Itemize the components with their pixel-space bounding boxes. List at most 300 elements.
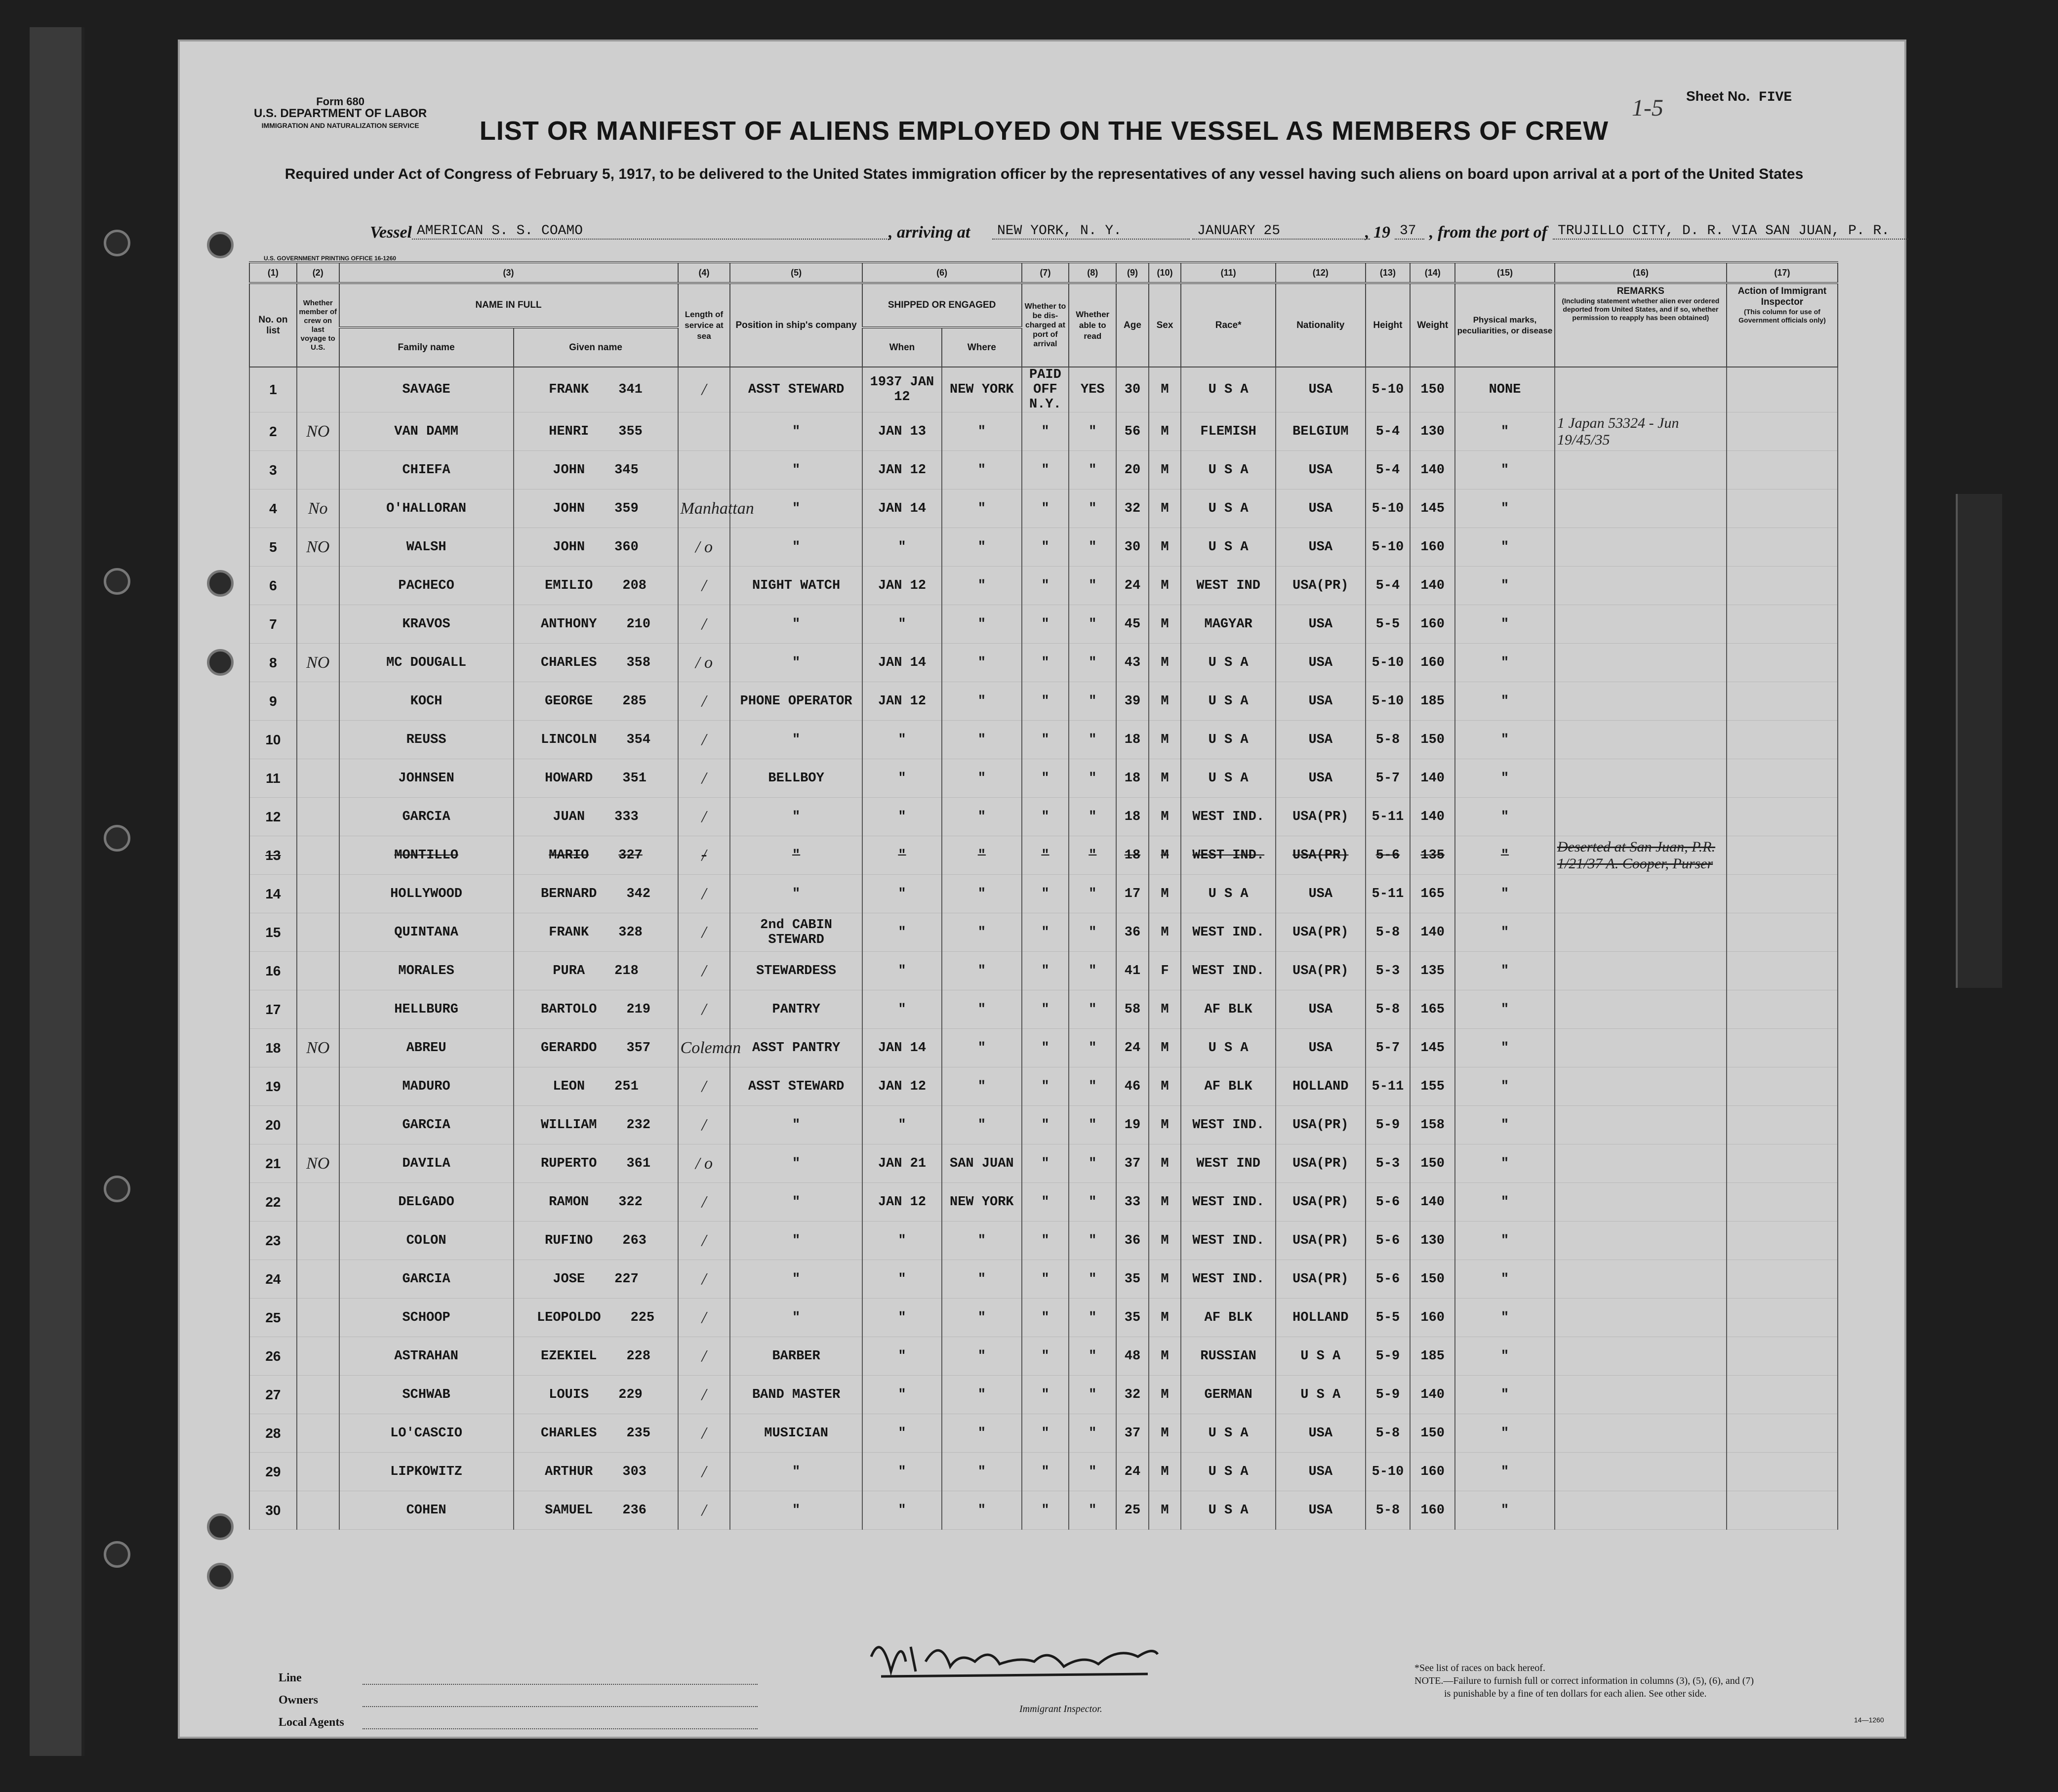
sex-cell: M [1149,1414,1181,1453]
read-cell: " [1069,1260,1116,1299]
last-voyage-cell [297,1067,339,1106]
header-when: When [862,327,942,367]
row-number: 3 [249,451,297,489]
height-cell: 5-6 [1366,836,1411,875]
given-name: BERNARD [541,886,597,901]
weight-cell: 140 [1410,759,1455,798]
header-nationality: Nationality [1276,283,1366,367]
arriving-label: , arriving at [888,223,970,242]
shipped-when-cell: JAN 14 [862,489,942,528]
crew-number: 263 [622,1233,646,1248]
age-cell: 19 [1116,1106,1149,1144]
family-name-cell: PACHECO [339,567,514,605]
discharge-cell: PAID OFF N.Y. [1022,367,1069,412]
shipped-where-cell: " [942,759,1021,798]
last-voyage-cell [297,567,339,605]
discharge-cell: " [1022,1453,1069,1491]
shipped-where-cell: " [942,798,1021,836]
family-name-cell: VAN DAMM [339,412,514,451]
footer-notes [1414,1662,1754,1700]
shipped-when-cell: " [862,1491,942,1530]
table-row [249,567,1838,605]
position-cell: " [730,528,862,567]
inspector-cell [1727,644,1838,682]
remarks-cell [1555,367,1727,412]
nationality-cell: USA [1276,528,1366,567]
table-row [249,367,1838,412]
read-cell: " [1069,798,1116,836]
crew-number: 219 [626,1002,651,1017]
crew-number: 358 [626,655,651,670]
given-name-cell [514,913,678,952]
row-number: 27 [249,1376,297,1414]
inspector-cell [1727,836,1838,875]
family-name-cell: KOCH [339,682,514,721]
read-cell: " [1069,1067,1116,1106]
age-cell: 35 [1116,1299,1149,1337]
given-name: EMILIO [545,578,593,593]
age-cell: 20 [1116,451,1149,489]
height-cell: 5-10 [1366,367,1411,412]
agents-label: Local Agents [279,1716,344,1729]
age-cell: 56 [1116,412,1149,451]
race-cell: U S A [1181,367,1276,412]
col-num: (16) [1555,262,1727,283]
crew-number: 357 [626,1040,651,1056]
table-row [249,798,1838,836]
sex-cell: M [1149,644,1181,682]
inspector-signature [861,1627,1168,1686]
race-cell: WEST IND. [1181,1183,1276,1222]
position-cell: ASST PANTRY [730,1029,862,1067]
sex-cell: M [1149,1376,1181,1414]
family-name-cell: GARCIA [339,798,514,836]
sheet-label: Sheet No. [1686,88,1750,104]
header-sex: Sex [1149,283,1181,367]
position-cell: NIGHT WATCH [730,567,862,605]
weight-cell: 140 [1410,1376,1455,1414]
last-voyage-cell [297,605,339,644]
service-cell: / [678,990,730,1029]
given-name: JOHN [553,501,585,516]
remarks-cell [1555,682,1727,721]
last-voyage-cell: NO [297,528,339,567]
family-name-cell: HELLBURG [339,990,514,1029]
read-cell: " [1069,1183,1116,1222]
physical-cell: " [1455,489,1555,528]
last-voyage-cell: No [297,489,339,528]
height-cell: 5-6 [1366,1222,1411,1260]
sex-cell: M [1149,1260,1181,1299]
given-name: LEOPOLDO [536,1310,601,1325]
shipped-when-cell: JAN 13 [862,412,942,451]
given-name: RUFINO [545,1233,593,1248]
age-cell: 18 [1116,836,1149,875]
table-row [249,644,1838,682]
crew-number: 355 [618,424,643,439]
age-cell: 30 [1116,367,1149,412]
physical-cell: " [1455,1453,1555,1491]
discharge-cell: " [1022,1376,1069,1414]
age-cell: 39 [1116,682,1149,721]
service-cell: / [678,1222,730,1260]
shipped-when-cell: " [862,952,942,990]
sheet-number [1632,88,1792,121]
row-number: 23 [249,1222,297,1260]
last-voyage-cell [297,1414,339,1453]
shipped-when-cell: " [862,1376,942,1414]
remarks-cell [1555,1067,1727,1106]
weight-cell: 160 [1410,528,1455,567]
discharge-cell: " [1022,451,1069,489]
position-cell: " [730,1183,862,1222]
last-voyage-cell [297,990,339,1029]
row-number: 17 [249,990,297,1029]
physical-cell: " [1455,1414,1555,1453]
row-number: 30 [249,1491,297,1530]
col-num: (9) [1116,262,1149,283]
inspector-cell [1727,682,1838,721]
position-cell: " [730,644,862,682]
sex-cell: M [1149,1029,1181,1067]
crew-number: 327 [618,848,643,863]
weight-cell: 150 [1410,367,1455,412]
shipped-when-cell: " [862,798,942,836]
height-cell: 5-3 [1366,952,1411,990]
sheet-handwritten-mark: 1-5 [1632,95,1663,121]
race-cell: AF BLK [1181,990,1276,1029]
row-number: 1 [249,367,297,412]
position-cell: " [730,1453,862,1491]
given-name-cell [514,1453,678,1491]
col-num: (10) [1149,262,1181,283]
header-shipped-engaged: SHIPPED OR ENGAGED [862,283,1022,327]
position-cell: PHONE OPERATOR [730,682,862,721]
given-name-cell [514,952,678,990]
race-cell: WEST IND. [1181,1222,1276,1260]
weight-cell: 165 [1410,875,1455,913]
col-num: (3) [339,262,678,283]
read-cell: " [1069,412,1116,451]
shipped-when-cell: JAN 14 [862,644,942,682]
crew-number: 345 [614,462,639,478]
shipped-when-cell: " [862,605,942,644]
crew-number: 227 [614,1271,639,1287]
col-num: (8) [1069,262,1116,283]
service-cell: / [678,1106,730,1144]
weight-cell: 155 [1410,1067,1455,1106]
table-row [249,990,1838,1029]
position-cell: 2nd CABIN STEWARD [730,913,862,952]
given-name: GERARDO [541,1040,597,1056]
service-cell: / [678,913,730,952]
height-cell: 5-8 [1366,1414,1411,1453]
nationality-cell: U S A [1276,1337,1366,1376]
table-row [249,451,1838,489]
nationality-cell: USA(PR) [1276,1222,1366,1260]
punch-hole [104,230,130,256]
last-voyage-cell [297,836,339,875]
race-cell: WEST IND. [1181,798,1276,836]
crew-number: 303 [622,1464,646,1479]
inspector-cell [1727,412,1838,451]
service-cell: / [678,836,730,875]
height-cell: 5-4 [1366,567,1411,605]
punch-hole [104,1541,130,1568]
physical-cell: " [1455,528,1555,567]
crew-number: 251 [614,1079,639,1094]
inspector-cell [1727,1260,1838,1299]
header-discharged: Whether to be dis-charged at port of arrival [1022,283,1069,367]
physical-cell: " [1455,1376,1555,1414]
header-length-service: Length of service at sea [678,283,730,367]
discharge-cell: " [1022,836,1069,875]
shipped-when-cell: JAN 12 [862,682,942,721]
race-cell: U S A [1181,644,1276,682]
inspector-cell [1727,605,1838,644]
position-cell: " [730,875,862,913]
position-cell: " [730,1299,862,1337]
row-number: 13 [249,836,297,875]
race-cell: FLEMISH [1181,412,1276,451]
weight-cell: 185 [1410,682,1455,721]
sex-cell: M [1149,1144,1181,1183]
age-cell: 48 [1116,1337,1149,1376]
position-cell: " [730,1106,862,1144]
race-cell: U S A [1181,1491,1276,1530]
read-cell: " [1069,1376,1116,1414]
family-name-cell: GARCIA [339,1106,514,1144]
discharge-cell: " [1022,1260,1069,1299]
inspector-label: Immigrant Inspector. [1019,1704,1102,1714]
family-name-cell: SCHOOP [339,1299,514,1337]
shipped-where-cell: " [942,1260,1021,1299]
sex-cell: M [1149,1299,1181,1337]
table-row [249,1029,1838,1067]
given-name: GEORGE [545,693,593,709]
height-cell: 5-11 [1366,798,1411,836]
given-name-cell [514,836,678,875]
nationality-cell: USA(PR) [1276,952,1366,990]
shipped-where-cell: " [942,451,1021,489]
last-voyage-cell [297,759,339,798]
last-voyage-cell [297,1106,339,1144]
position-cell: BARBER [730,1337,862,1376]
punch-hole [207,649,234,676]
action-title: Action of Immigrant Inspector [1737,286,1827,307]
position-cell: " [730,412,862,451]
punch-hole [104,1176,130,1202]
inspector-cell [1727,952,1838,990]
row-number: 28 [249,1414,297,1453]
inspector-cell [1727,1067,1838,1106]
row-number: 22 [249,1183,297,1222]
nationality-cell: USA [1276,875,1366,913]
header-inspector-action [1727,283,1838,367]
table-row [249,682,1838,721]
row-number: 10 [249,721,297,759]
height-cell: 5-8 [1366,721,1411,759]
sex-cell: M [1149,875,1181,913]
table-row [249,1376,1838,1414]
header-position: Position in ship's company [730,283,862,367]
race-cell: MAGYAR [1181,605,1276,644]
crew-number: 235 [626,1425,651,1441]
given-name-cell [514,1106,678,1144]
service-cell: / [678,682,730,721]
row-number: 20 [249,1106,297,1144]
shipped-where-cell: " [942,1453,1021,1491]
remarks-cell [1555,489,1727,528]
last-voyage-cell [297,1183,339,1222]
row-number: 26 [249,1337,297,1376]
header-given-name: Given name [514,327,678,367]
read-cell: " [1069,605,1116,644]
service-cell: / [678,1376,730,1414]
height-cell: 5-8 [1366,1491,1411,1530]
family-name-cell: CHIEFA [339,451,514,489]
sex-cell: M [1149,721,1181,759]
service-name: IMMIGRATION AND NATURALIZATION SERVICE [261,122,419,129]
crew-number: 354 [626,732,651,747]
header-able-to-read: Whether able to read [1069,283,1116,367]
header-last-voyage: Whether member of crew on last voyage to U.S. [297,283,339,367]
read-cell: " [1069,1106,1116,1144]
position-cell: " [730,1222,862,1260]
table-row [249,1299,1838,1337]
col-num: (2) [297,262,339,283]
binder-strip [30,27,84,1756]
crew-number: 228 [626,1348,651,1364]
family-name-cell: COHEN [339,1491,514,1530]
nationality-cell: USA [1276,1414,1366,1453]
given-name-cell [514,644,678,682]
read-cell: " [1069,1491,1116,1530]
inspector-cell [1727,1222,1838,1260]
family-name-cell: MADURO [339,1067,514,1106]
row-number: 15 [249,913,297,952]
col-num: (17) [1727,262,1838,283]
weight-cell: 145 [1410,1029,1455,1067]
footer-section [180,1617,1908,1731]
remarks-cell: Deserted at San Juan, P.R. 1/21/37 A. Cooper, Purser [1555,836,1727,875]
inspector-cell [1727,1029,1838,1067]
punch-hole [104,825,130,852]
nationality-cell: USA(PR) [1276,1106,1366,1144]
weight-cell: 160 [1410,1491,1455,1530]
discharge-cell: " [1022,1144,1069,1183]
remarks-cell [1555,1414,1727,1453]
col-num: (5) [730,262,862,283]
service-cell: Manhattan [678,489,730,528]
given-name-cell [514,1414,678,1453]
family-name-cell: GARCIA [339,1260,514,1299]
height-cell: 5-9 [1366,1106,1411,1144]
given-name: WILLIAM [541,1117,597,1133]
physical-cell: " [1455,605,1555,644]
sex-cell: M [1149,836,1181,875]
shipped-where-cell: " [942,990,1021,1029]
given-name: MARIO [549,848,589,863]
shipped-when-cell: " [862,759,942,798]
remarks-cell [1555,721,1727,759]
remarks-cell [1555,1183,1727,1222]
service-cell: / o [678,528,730,567]
physical-cell: " [1455,1106,1555,1144]
position-cell: MUSICIAN [730,1414,862,1453]
sex-cell: M [1149,451,1181,489]
position-cell: STEWARDESS [730,952,862,990]
remarks-title: REMARKS [1616,286,1664,296]
remarks-cell [1555,952,1727,990]
crew-number: 341 [618,382,643,397]
physical-cell: " [1455,1067,1555,1106]
given-name: HENRI [549,424,589,439]
given-name-cell [514,1067,678,1106]
height-cell: 5-5 [1366,605,1411,644]
nationality-cell: HOLLAND [1276,1299,1366,1337]
nationality-cell: USA [1276,367,1366,412]
read-cell: " [1069,836,1116,875]
physical-cell: " [1455,952,1555,990]
given-name-cell [514,412,678,451]
given-name-cell [514,759,678,798]
discharge-cell: " [1022,489,1069,528]
col-num: (1) [249,262,297,283]
sex-cell: M [1149,567,1181,605]
shipped-when-cell: " [862,528,942,567]
nationality-cell: USA [1276,721,1366,759]
given-name: CHARLES [541,1425,597,1441]
crew-manifest-table [249,261,1838,1530]
printing-office-note: U.S. GOVERNMENT PRINTING OFFICE 16-1260 [264,255,397,262]
punch-hole [207,570,234,597]
race-cell: U S A [1181,682,1276,721]
department-name: U.S. DEPARTMENT OF LABOR [254,107,427,120]
height-cell: 5-10 [1366,489,1411,528]
position-cell: " [730,798,862,836]
given-name: JOSE [553,1271,585,1287]
read-cell: " [1069,567,1116,605]
header-physical-marks: Physical marks, peculiarities, or disease [1455,283,1555,367]
arrival-year: 37 [1395,223,1424,240]
inspector-cell [1727,759,1838,798]
service-cell: / [678,1453,730,1491]
service-cell: Coleman [678,1029,730,1067]
age-cell: 24 [1116,1029,1149,1067]
age-cell: 37 [1116,1144,1149,1183]
crew-number: 210 [626,616,651,632]
weight-cell: 160 [1410,605,1455,644]
age-cell: 36 [1116,1222,1149,1260]
shipped-when-cell: " [862,875,942,913]
age-cell: 30 [1116,528,1149,567]
family-name-cell: LIPKOWITZ [339,1453,514,1491]
discharge-cell: " [1022,528,1069,567]
age-cell: 45 [1116,605,1149,644]
family-name-cell: MONTILLO [339,836,514,875]
age-cell: 36 [1116,913,1149,952]
line-label: Line [279,1671,302,1684]
read-cell: " [1069,489,1116,528]
given-name-cell [514,682,678,721]
row-number: 19 [249,1067,297,1106]
physical-cell: " [1455,1491,1555,1530]
family-name-cell: ASTRAHAN [339,1337,514,1376]
sex-cell: M [1149,682,1181,721]
shipped-where-cell: " [942,1376,1021,1414]
inspector-cell [1727,528,1838,567]
